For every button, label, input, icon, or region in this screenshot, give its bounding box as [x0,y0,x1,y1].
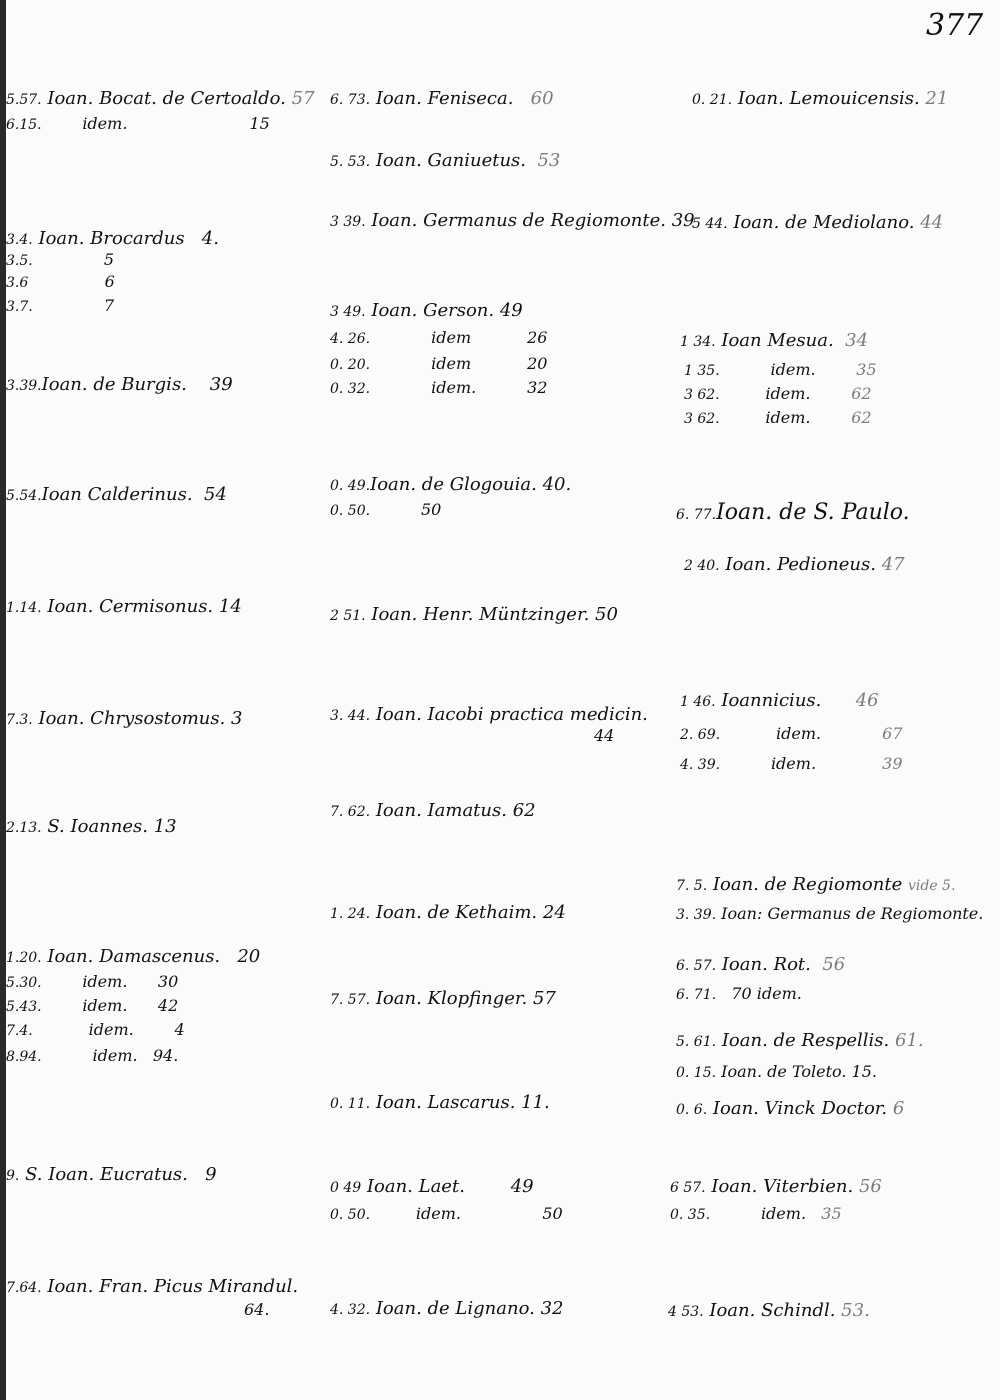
index-entry: 7. 57. Ioan. Klopfinger. 57 [330,988,556,1009]
index-entry: 6 57. Ioan. Viterbien. 56 [670,1176,882,1197]
index-entry: 1 35. idem. 35 [684,360,877,379]
index-entry: 6. 73. Ioan. Fenisecа. 60 [330,88,554,109]
index-entry: 0. 21. Ioan. Lemouicensis. 21 [692,88,949,109]
index-entry: 9. S. Ioan. Eucratus. 9 [6,1164,217,1185]
index-entry: 5.43. idem. 42 [6,996,179,1015]
index-entry: 7.4. idem. 4 [6,1020,185,1039]
index-entry: 2.13. S. Ioannes. 13 [6,816,177,837]
index-entry: 4. 32. Ioan. de Lignano. 32 [330,1298,564,1319]
index-entry: 5 44. Ioan. de Mediolano. 44 [692,212,944,233]
index-entry: 4. 26. idem 26 [330,328,548,347]
index-entry: 3 62. idem. 62 [684,384,872,403]
index-entry: 5.57. Ioan. Bocat. de Certoaldo. 57 [6,88,315,109]
index-entry: 3.5. 5 [6,250,115,269]
index-entry: 3 62. idem. 62 [684,408,872,427]
index-entry: 3 49. Ioan. Gerson. 49 [330,300,523,321]
index-entry: 0. 32. idem. 32 [330,378,548,397]
index-entry: 1.20. Ioan. Damascenus. 20 [6,946,261,967]
index-entry-number: 44 [594,726,615,745]
index-entry: 7. 5. Ioan. de Regiomonte vide 5. [676,874,956,895]
index-entry: 4. 39. idem. 39 [680,754,903,773]
index-entry: 2 40. Ioan. Pedioneus. 47 [684,554,905,575]
index-entry: 4 53. Ioan. Schindl. 53. [668,1300,870,1321]
index-entry: 0. 11. Ioan. Lascarus. 11. [330,1092,550,1113]
index-entry: 0. 49.Ioan. de Glogouia. 40. [330,474,572,495]
binding-edge [0,0,6,1400]
index-entry: 5. 61. Ioan. de Respellis. 61. [676,1030,924,1051]
index-entry: 1. 24. Ioan. de Kethaim. 24 [330,902,566,923]
index-entry: 3 39. Ioan. Germanus de Regiomonte. 39 [330,210,695,231]
index-entry-number: 64. [244,1300,270,1319]
index-entry: 6. 71. 70 idem. [676,984,802,1003]
index-entry: 0 49 Ioan. Laet. 49 [330,1176,534,1197]
index-entry: 3.39.Ioan. de Burgis. 39 [6,374,233,395]
index-entry: 7.3. Ioan. Chrysostomus. 3 [6,708,243,729]
index-entry: 3.7. 7 [6,296,115,315]
index-entry: 5.30. idem. 30 [6,972,179,991]
index-entry: 1.14. Ioan. Cermisonus. 14 [6,596,242,617]
index-entry: 3.4. Ioan. Brocardus 4. [6,228,219,249]
index-entry: 0. 15. Ioan. de Toleto. 15. [676,1062,877,1081]
index-entry: 8.94. idem. 94. [6,1046,179,1065]
index-entry: 0. 50. 50 [330,500,442,519]
index-entry: 1 46. Ioannicius. 46 [680,690,879,711]
index-entry: 0. 35. idem. 35 [670,1204,842,1223]
index-entry: 6. 77.Ioan. de S. Paulo. [676,500,910,525]
index-entry: 3. 39. Ioan: Germanus de Regiomonte. [676,904,984,923]
index-entry: 3. 44. Ioan. Iacobi practica medicin. [330,704,648,725]
index-entry: 0. 50. idem. 50 [330,1204,563,1223]
index-entry: 5. 53. Ioan. Ganiuetus. 53 [330,150,561,171]
index-entry: 6. 57. Ioan. Rot. 56 [676,954,846,975]
index-entry: 7. 62. Ioan. Iamatus. 62 [330,800,536,821]
index-entry: 2 51. Ioan. Henr. Müntzinger. 50 [330,604,618,625]
index-entry: 7.64. Ioan. Fran. Picus Mirandul. [6,1276,299,1297]
page-number: 377 [926,8,984,43]
index-entry: 1 34. Ioan Mesua. 34 [680,330,869,351]
index-entry: 0. 6. Ioan. Vinck Doctor. 6 [676,1098,905,1119]
index-entry: 3.6 6 [6,272,115,291]
index-entry: 5.54.Ioan Calderinus. 54 [6,484,227,505]
index-entry: 0. 20. idem 20 [330,354,548,373]
index-entry: 2. 69. idem. 67 [680,724,903,743]
index-entry: 6.15. idem. 15 [6,114,270,133]
